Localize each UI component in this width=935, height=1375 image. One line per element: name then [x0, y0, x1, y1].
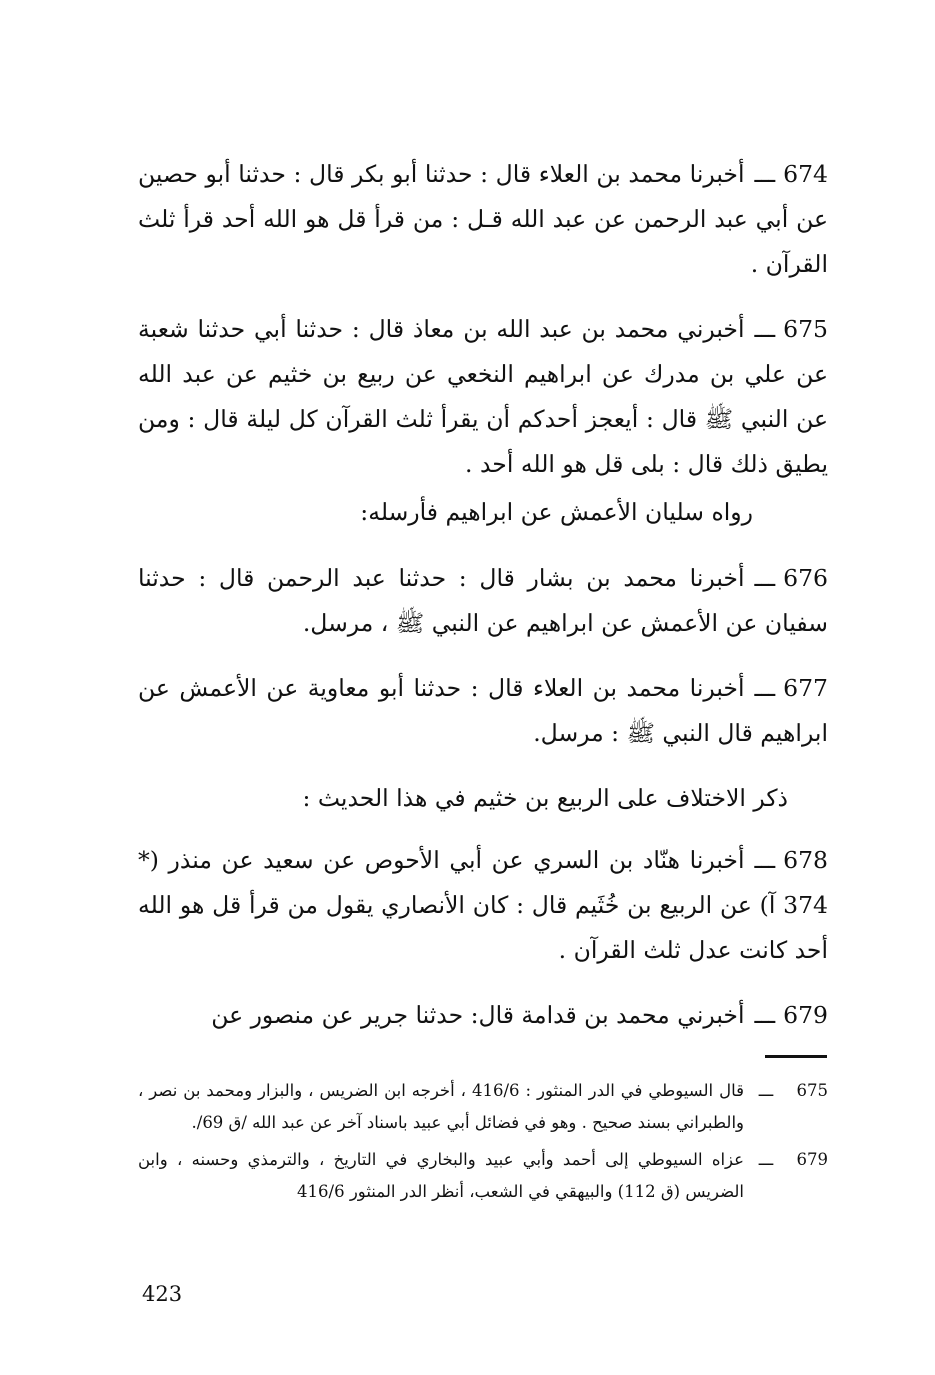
hadith-dash: ـــ [754, 674, 776, 702]
hadith-675 [138, 307, 828, 487]
section-heading: ذكر الاختلاف على الربيع بن خثيم في هذا الحديث : [302, 784, 788, 812]
hadith-number: 679 [783, 1001, 828, 1029]
main-text [138, 152, 828, 1058]
hadith-676 [138, 556, 828, 646]
footnotes [138, 1075, 828, 1213]
footnote-679 [138, 1144, 828, 1207]
hadith-dash: ـــ [754, 160, 776, 188]
footnote-675 [138, 1075, 828, 1138]
hadith-dash: ـــ [754, 846, 776, 874]
footnote-dash: ـــ [758, 1081, 774, 1100]
hadith-number: 676 [783, 564, 828, 592]
hadith-dash: ـــ [754, 315, 776, 343]
hadith-text: أخبرني محمد بن قدامة قال: حدثنا جرير عن منصور عن [211, 1001, 745, 1029]
hadith-text: أخبرنا محمد بن العلاء قال : حدثنا أبو بكر قال : حدثنا أبو حصين عن أبي عبد الرحمن عن عبد الله قـل : من قرأ قل هو الله أحد قرأ ثلث القرآن . [138, 160, 828, 278]
footnote-text: قال السيوطي في الدر المنثور : 416/6 ، أخرجه ابن الضريس ، والبزار ومحمد بن نصر ، والطبراني بسند صحيح . وهو في فضائل أبي عبيد باسناد آخر عن عبد الله /ق 69/. [138, 1081, 744, 1132]
page-number: 423 [142, 1282, 183, 1306]
footnote-text: عزاه السيوطي إلى أحمد وأبي عبيد والبخاري في التاريخ ، والترمذي وحسنه ، وابن الضريس (ق 112) والبيهقي في الشعب، أنظر الدر المنثور 416/6 [138, 1150, 744, 1201]
footnote-dash: ـــ [758, 1150, 774, 1169]
footnote-number: 675 [796, 1081, 828, 1100]
hadith-text: أخبرنا محمد بن بشار قال : حدثنا عبد الرحمن قال : حدثنا سفيان عن الأعمش عن ابراهيم عن النبي ﷺ ، مرسل. [138, 564, 828, 637]
hadith-number: 678 [783, 846, 828, 874]
hadith-number: 674 [783, 160, 828, 188]
hadith-674 [138, 152, 828, 287]
hadith-number: 675 [783, 315, 828, 343]
hadith-text: أخبرني محمد بن عبد الله بن معاذ قال : حدثنا أبي حدثنا شعبة عن علي بن مدرك عن ابراهيم النخعي عن ربيع بن خثيم عن عبد الله عن النبي ﷺ قال : أيعجز أحدكم أن يقرأ ثلث القرآن كل ليلة قال : ومن يطيق ذلك قال : بلى قل هو الله أحد . [138, 315, 828, 478]
footnote-number: 679 [796, 1150, 828, 1169]
hadith-677 [138, 666, 828, 756]
hadith-dash: ـــ [754, 1001, 776, 1029]
hadith-text: أخبرنا محمد بن العلاء قال : حدثنا أبو معاوية عن الأعمش عن ابراهيم قال النبي ﷺ : مرسل. [138, 674, 828, 747]
narration-note: رواه سليان الأعمش عن ابراهيم فأرسله: [360, 498, 753, 526]
hadith-text: أخبرنا هنّاد بن السري عن أبي الأحوص عن سعيد عن منذر (* 374 آ) عن الربيع بن خُثَيم قال : كان الأنصاري يقول من قرأ قل هو الله أحد كانت عدل ثلث القرآن . [138, 846, 828, 964]
hadith-679 [138, 993, 828, 1038]
hadith-678 [138, 838, 828, 973]
footnote-separator [765, 1055, 827, 1058]
hadith-dash: ـــ [754, 564, 776, 592]
hadith-number: 677 [783, 674, 828, 702]
